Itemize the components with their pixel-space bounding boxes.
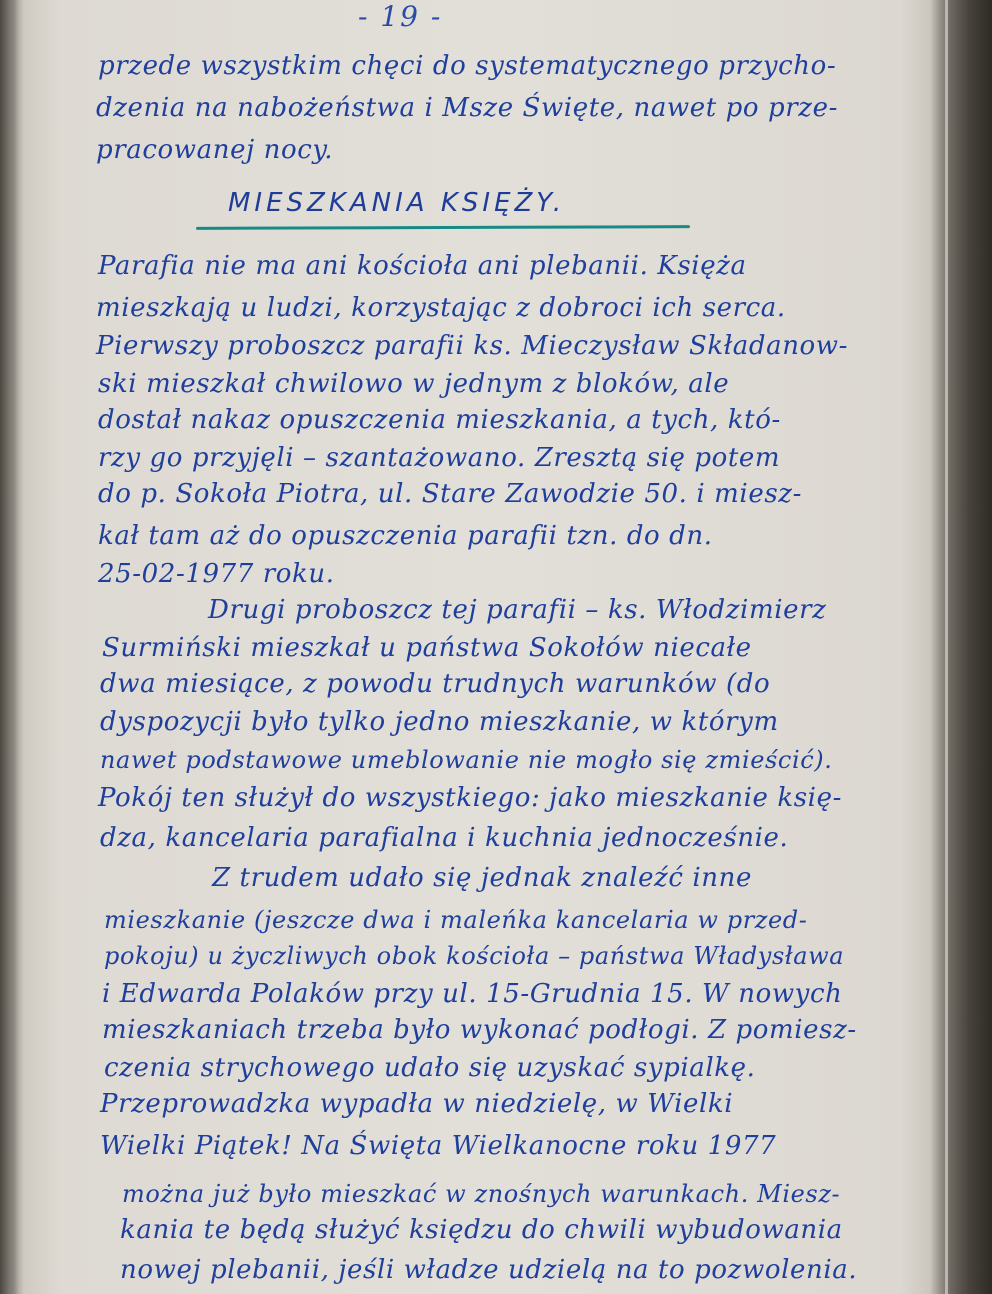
body-line: czenia strychowego udało się uzyskać sypialkę. [104, 1053, 756, 1083]
body-line: Drugi proboszcz tej parafii – ks. Włodzimierz [208, 595, 827, 625]
body-line: można już było mieszkać w znośnych warunkach. Miesz- [122, 1180, 841, 1208]
body-line: Przeprowadzka wypadła w niedzielę, w Wielki [100, 1089, 734, 1119]
heading-underline [196, 225, 690, 230]
body-line: rzy go przyjęli – szantażowano. Zresztą się potem [98, 443, 781, 473]
body-line: Wielki Piątek! Na Święta Wielkanocne roku 1977 [100, 1131, 777, 1161]
body-line: 25-02-1977 roku. [98, 559, 335, 589]
body-line: dostał nakaz opuszczenia mieszkania, a tych, któ- [98, 405, 781, 435]
body-line: Surmiński mieszkał u państwa Sokołów niecałe [102, 633, 752, 663]
body-line: Pokój ten służył do wszystkiego: jako mieszkanie księ- [98, 783, 842, 813]
intro-line: dzenia na nabożeństwa i Msze Święte, nawet po prze- [96, 93, 838, 123]
body-line: ski mieszkał chwilowo w jednym z bloków, ale [98, 369, 730, 399]
page-binding-shadow [930, 0, 992, 1294]
body-line: pokoju) u życzliwych obok kościoła – państwa Władysława [104, 942, 845, 970]
page-number: - 19 - [358, 0, 443, 33]
body-line: Pierwszy proboszcz parafii ks. Mieczysław Składanow- [96, 331, 849, 361]
body-line: dyspozycji było tylko jedno mieszkanie, w którym [100, 707, 779, 737]
body-line: kania te będą służyć księdzu do chwili wybudowania [120, 1215, 843, 1245]
body-line: mieszkaniach trzeba było wykonać podłogi. Z pomiesz- [102, 1015, 857, 1045]
body-line: kał tam aż do opuszczenia parafii tzn. do dn. [98, 521, 713, 551]
body-line: dwa miesiące, z powodu trudnych warunków (do [100, 669, 771, 699]
body-line: do p. Sokoła Piotra, ul. Stare Zawodzie 50. i miesz- [98, 479, 802, 509]
body-line: i Edwarda Polaków przy ul. 15-Grudnia 15. W nowych [102, 979, 843, 1009]
body-line: nowej plebanii, jeśli władze udzielą na to pozwolenia. [120, 1255, 858, 1285]
body-line: dza, kancelaria parafialna i kuchnia jednocześnie. [100, 823, 789, 853]
body-line: mieszkanie (jeszcze dwa i maleńka kancelaria w przed- [104, 906, 808, 934]
body-line: Z trudem udało się jednak znaleźć inne [212, 863, 752, 893]
body-line: nawet podstawowe umeblowanie nie mogło się zmieścić). [100, 746, 833, 774]
page-edge-highlight [945, 0, 948, 1294]
body-line: mieszkają u ludzi, korzystając z dobroci ich serca. [96, 293, 786, 323]
page-left-edge [0, 0, 18, 1294]
intro-line: pracowanej nocy. [96, 135, 334, 165]
intro-line: przede wszystkim chęci do systematycznego przycho- [98, 51, 837, 81]
body-line: Parafia nie ma ani kościoła ani plebanii. Księża [98, 251, 747, 281]
section-heading: MIESZKANIA KSIĘŻY. [228, 188, 566, 218]
